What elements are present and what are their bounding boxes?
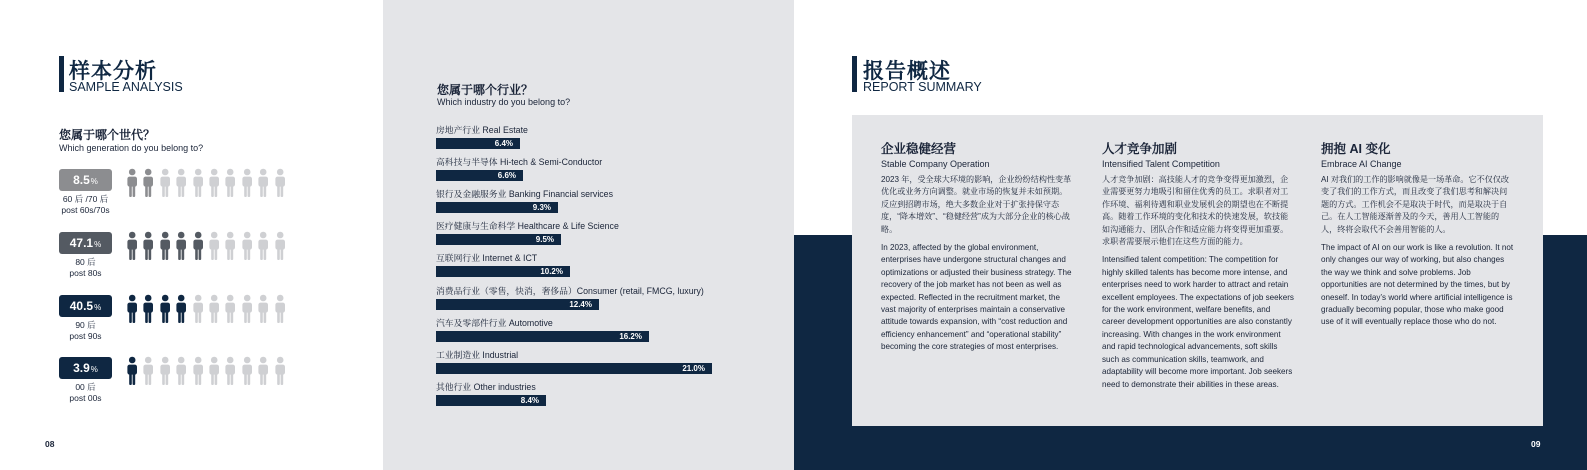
generation-icon-row [124, 294, 288, 324]
person-icon [206, 168, 222, 198]
industry-label: 银行及金融服务业 Banking Financial services [436, 189, 613, 200]
generation-question-en: Which generation do you belong to? [59, 143, 204, 153]
person-icon [190, 231, 206, 261]
industry-bar [436, 363, 712, 374]
generation-percent-value: 47.1 [69, 236, 94, 250]
industry-label: 互联网行业 Internet & ICT [436, 253, 538, 264]
generation-percent-unit: % [94, 240, 102, 249]
person-icon [173, 356, 189, 386]
industry-bar [436, 170, 523, 181]
person-icon [140, 356, 156, 386]
person-icon [190, 294, 206, 324]
person-icon [190, 356, 206, 386]
person-icon [222, 168, 238, 198]
person-icon [173, 168, 189, 198]
industry-label: 医疗健康与生命科学 Healthcare & Life Science [436, 221, 619, 232]
generation-percent-value: 3.9 [73, 361, 90, 375]
person-icon [157, 294, 173, 324]
industry-bar-value: 21.0% [682, 363, 705, 373]
section-title-en: SAMPLE ANALYSIS [69, 80, 183, 94]
column-subtitle: Stable Company Operation [881, 159, 990, 169]
industry-question-cn: 您属于哪个行业？ [437, 83, 534, 97]
generation-percent-badge [59, 295, 112, 317]
industry-label: 房地产行业 Real Estate [436, 125, 528, 135]
person-icon [222, 356, 238, 386]
generation-percent-unit: % [90, 177, 98, 186]
person-icon [272, 356, 288, 386]
generation-label-en: post 80s [69, 268, 102, 278]
person-icon [140, 294, 156, 324]
industry-bar [436, 299, 599, 310]
summary-title-en: REPORT SUMMARY [863, 80, 982, 94]
person-icon [190, 168, 206, 198]
section-title-cn: 样本分析 [69, 60, 157, 83]
column-text-cn: 2023 年，受全球大环境的影响，企业纷纷结构性变革优化或业务方向调整。就业市场的恢复并未如预期。反应到招聘市场，绝大多数企业对于扩张持保守态度，“降本增效”、“稳健经营”成为大部分企业的核心战略。 [881, 175, 1072, 234]
column-title: 人才竞争加剧 [1102, 142, 1178, 156]
person-icon [222, 231, 238, 261]
industry-label: 工业制造业 Industrial [436, 349, 519, 360]
generation-label-cn: 80 后 [75, 257, 96, 267]
industry-bar-value: 10.2% [540, 267, 563, 277]
generation-label-en: post 90s [69, 331, 102, 341]
industry-label: 高科技与半导体 Hi-tech & Semi-Conductor [436, 157, 603, 168]
person-icon [140, 231, 156, 261]
person-icon [272, 294, 288, 324]
generation-percent-value: 40.5 [69, 299, 94, 313]
person-icon [157, 356, 173, 386]
person-icon [124, 356, 140, 386]
summary-column-talent-competition [1102, 139, 1294, 391]
summary-column-stable-operation [881, 139, 1075, 354]
industry-label: 汽车及零部件行业 Automotive [436, 317, 553, 328]
industry-bar-value: 6.6% [497, 171, 516, 181]
generation-percent-unit: % [90, 365, 98, 374]
person-icon [140, 168, 156, 198]
generation-label-cn: 90 后 [75, 320, 96, 330]
generation-question-cn: 您属于哪个世代？ [59, 128, 156, 142]
column-text-en: In 2023, affected by the global environment, enterprises have undergone structural changes and optimizations or adjusted their business strategy. The recovery of the job market has not been as well as expected. Reflected in the recruitment market, the vast majority of enterprises maintain a conservative attitude towards expansion, with “cost reduction and efficiency enhancement” and “operational stability” becoming the core strategies of most enterprises. [881, 243, 1072, 352]
page-number-right: 09 [1531, 439, 1541, 449]
person-icon [272, 231, 288, 261]
person-icon [255, 356, 271, 386]
section-accent-bar [59, 56, 64, 92]
generation-label-cn: 00 后 [75, 382, 96, 392]
person-icon [239, 231, 255, 261]
generation-icon-row [124, 231, 288, 261]
column-text-en: The impact of AI on our work is like a revolution. It not only changes our way of working, but also changes the way we think and solve problems. Job opportunities are not determined by the times, but by oneself. In today’s world where artificial intelligence is gradually becoming popular, those who make good use of it will eventually replace those who do not. [1321, 243, 1514, 327]
person-icon [157, 231, 173, 261]
industry-bar [436, 234, 561, 245]
industry-bar-value: 9.3% [532, 203, 551, 213]
column-text-cn: 人才竞争加剧：高技能人才的竞争变得更加激烈，企业需要更努力地吸引和留住优秀的员工。求职者对工作环境、福利待遇和职业发展机会的期望也在不断提高。随着工作环境的变化和技术的快速发展，软技能如沟通能力、团队合作和适应能力将变得更加重要。求职者需要展示他们在这些方面的能力。 [1102, 175, 1289, 247]
generation-icon-row [124, 356, 288, 386]
column-text-cn: AI 对我们的工作的影响就像是一场革命。它不仅仅改变了我们的工作方式，而且改变了我们思考和解决问题的方式。工作机会不是取决于时代，而是取决于自己。在人工智能逐渐普及的今天，善用人工智能的人，终将会取代不会善用智能的人。 [1321, 175, 1509, 234]
person-icon [206, 231, 222, 261]
person-icon [222, 294, 238, 324]
person-icon [239, 294, 255, 324]
summary-title-cn: 报告概述 [863, 60, 951, 83]
person-icon [255, 294, 271, 324]
generation-icon-row [124, 168, 288, 198]
generation-label-en: post 00s [69, 393, 102, 403]
generation-label [59, 320, 112, 342]
person-icon [272, 168, 288, 198]
generation-label [59, 194, 112, 216]
generation-label-cn: 60 后 /70 后 [62, 194, 109, 204]
industry-bar-value: 6.4% [494, 139, 513, 148]
column-subtitle: Intensified Talent Competition [1102, 159, 1220, 169]
industry-bar-value: 16.2% [619, 331, 642, 341]
column-subtitle: Embrace AI Change [1321, 159, 1402, 169]
industry-label: 消费品行业（零售，快消，奢侈品）Consumer (retail, FMCG, luxury) [436, 285, 704, 296]
industry-bar-value: 9.5% [535, 235, 554, 245]
person-icon [255, 231, 271, 261]
generation-percent-badge [59, 169, 112, 191]
generation-percent-badge [59, 232, 112, 254]
person-icon [255, 168, 271, 198]
person-icon [173, 294, 189, 324]
person-icon [239, 168, 255, 198]
person-icon [173, 231, 189, 261]
industry-bar-value: 12.4% [569, 299, 592, 309]
person-icon [157, 168, 173, 198]
generation-percent-value: 8.5 [73, 173, 90, 187]
person-icon [206, 356, 222, 386]
industry-label: 其他行业 Other industries [436, 381, 536, 392]
person-icon [124, 168, 140, 198]
person-icon [124, 231, 140, 261]
industry-question-en: Which industry do you belong to? [437, 97, 571, 107]
industry-bar-value: 8.4% [520, 395, 539, 405]
industry-bar [436, 331, 649, 342]
person-icon [239, 356, 255, 386]
industry-bar [436, 138, 520, 149]
industry-bar [436, 395, 546, 406]
industry-bar [436, 202, 558, 213]
page-number-left: 08 [45, 439, 55, 449]
column-title: 拥抱 AI 变化 [1321, 142, 1391, 156]
person-icon [124, 294, 140, 324]
summary-accent-bar [852, 56, 857, 92]
column-text-en: Intensified talent competition: The competition for highly skilled talents has become more intense, and enterprises need to work harder to attract and retain excellent employees. The expectations of job seekers for the work environment, welfare benefits, and career development opportunities are also constantly increasing. With changes in the work environment and rapid technological advancements, soft skills such as communication skills, teamwork, and adaptability will become more important. Job seekers need to demonstrate their abilities in these areas. [1102, 255, 1294, 389]
column-title: 企业稳健经营 [881, 142, 957, 156]
generation-percent-unit: % [94, 303, 102, 312]
summary-column-embrace-ai [1321, 139, 1515, 329]
generation-label [59, 257, 112, 279]
person-icon [206, 294, 222, 324]
generation-label [59, 382, 112, 404]
generation-percent-badge [59, 357, 112, 379]
industry-bar [436, 266, 570, 277]
generation-label-en: post 60s/70s [61, 205, 110, 215]
